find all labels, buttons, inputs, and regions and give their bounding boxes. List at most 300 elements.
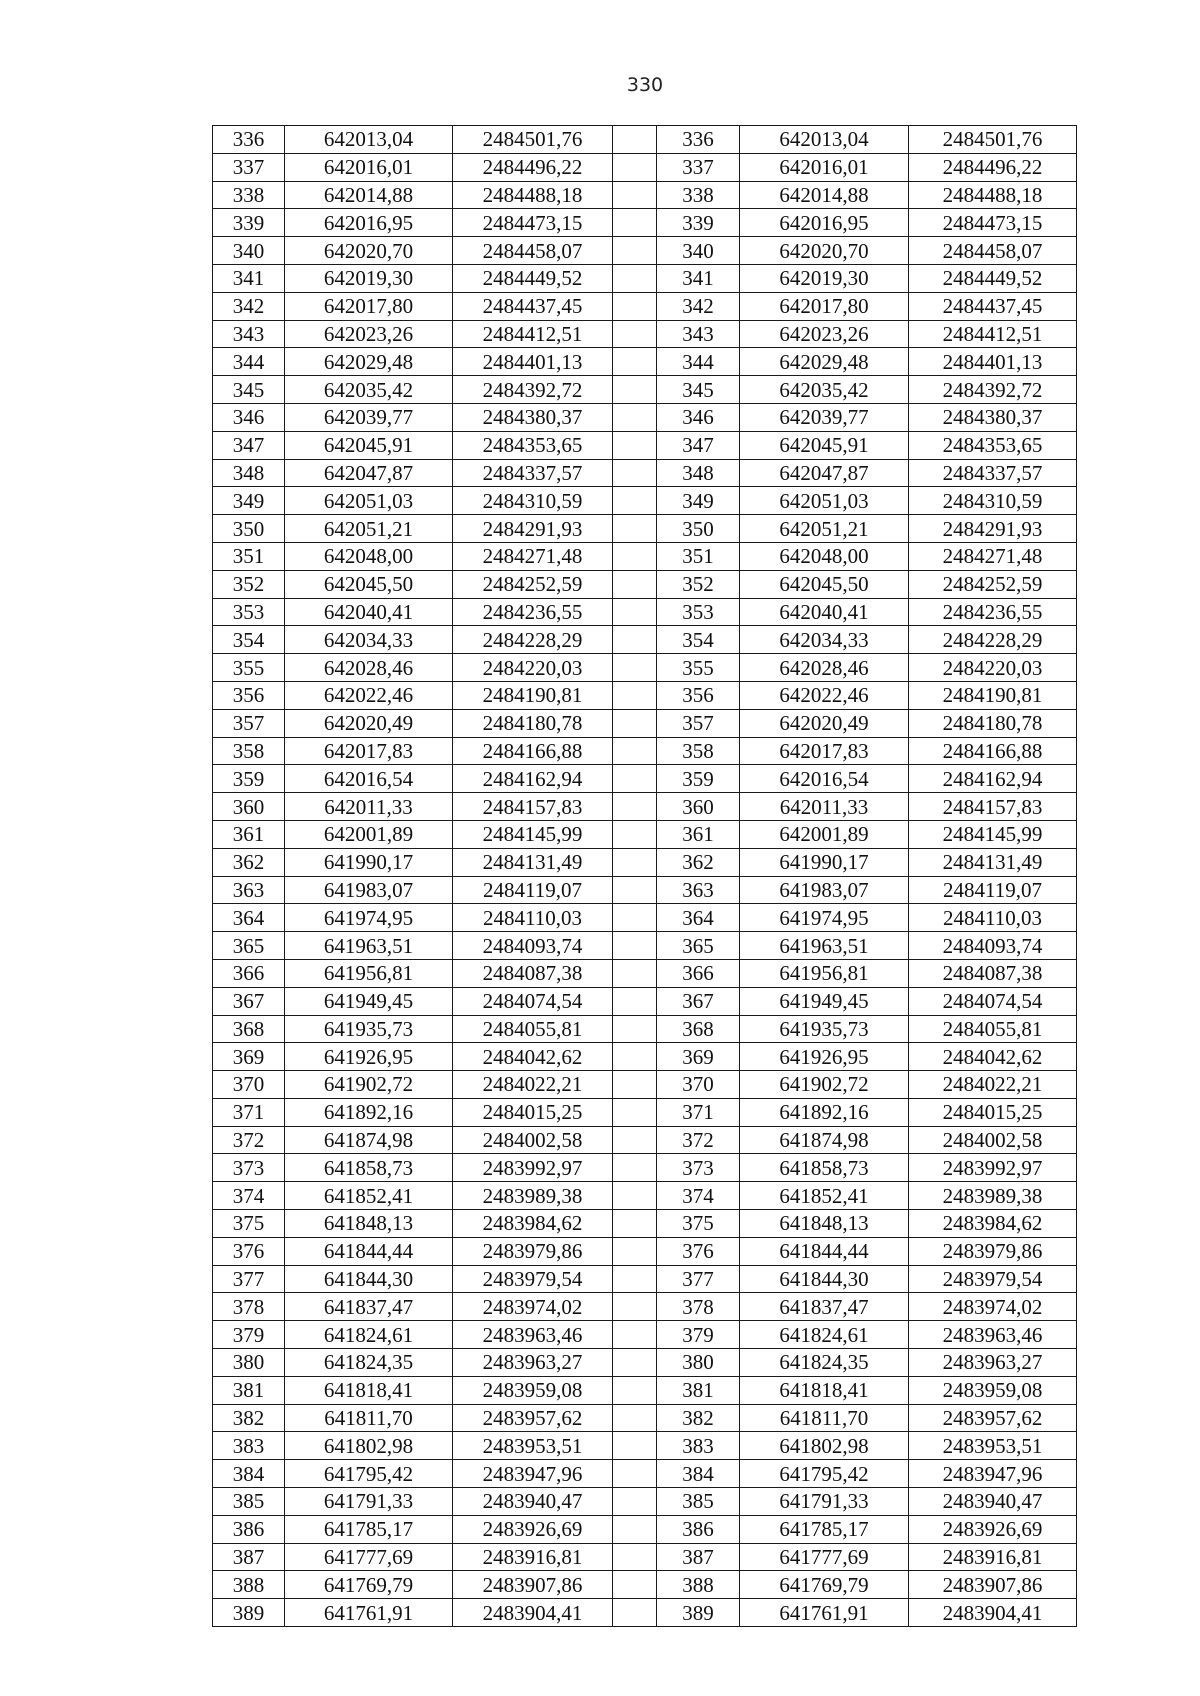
point-number-cell: 367: [213, 987, 285, 1015]
y-coordinate-cell: 2484501,76: [909, 126, 1077, 154]
x-coordinate-cell: 641791,33: [285, 1488, 453, 1516]
table-row: [213, 264, 1077, 292]
point-number-cell: 389: [213, 1599, 285, 1627]
empty-spacer-cell: [613, 820, 657, 848]
y-coordinate-cell: 2484002,58: [453, 1126, 613, 1154]
y-coordinate-cell: 2484119,07: [909, 876, 1077, 904]
table-row: [213, 1571, 1077, 1599]
x-coordinate-cell: 641848,13: [285, 1210, 453, 1238]
y-coordinate-cell: 2484015,25: [909, 1098, 1077, 1126]
point-number-cell: 348: [657, 459, 740, 487]
x-coordinate-cell: 642029,48: [285, 348, 453, 376]
point-number-cell: 337: [657, 153, 740, 181]
y-coordinate-cell: 2484337,57: [909, 459, 1077, 487]
empty-spacer-cell: [613, 737, 657, 765]
point-number-cell: 362: [657, 848, 740, 876]
empty-spacer-cell: [613, 487, 657, 515]
y-coordinate-cell: 2484131,49: [909, 848, 1077, 876]
x-coordinate-cell: 642048,00: [740, 542, 909, 570]
x-coordinate-cell: 642019,30: [740, 264, 909, 292]
x-coordinate-cell: 641874,98: [740, 1126, 909, 1154]
x-coordinate-cell: 642051,21: [740, 515, 909, 543]
y-coordinate-cell: 2483992,97: [909, 1154, 1077, 1182]
x-coordinate-cell: 642016,95: [740, 209, 909, 237]
x-coordinate-cell: 642020,70: [285, 237, 453, 265]
table-row: [213, 1460, 1077, 1488]
x-coordinate-cell: 641852,41: [285, 1182, 453, 1210]
y-coordinate-cell: 2484042,62: [453, 1043, 613, 1071]
empty-spacer-cell: [613, 1265, 657, 1293]
table-row: [213, 320, 1077, 348]
point-number-cell: 353: [213, 598, 285, 626]
x-coordinate-cell: 641892,16: [740, 1098, 909, 1126]
empty-spacer-cell: [613, 1349, 657, 1377]
y-coordinate-cell: 2484496,22: [453, 153, 613, 181]
empty-spacer-cell: [613, 876, 657, 904]
y-coordinate-cell: 2484488,18: [909, 181, 1077, 209]
empty-spacer-cell: [613, 1015, 657, 1043]
empty-spacer-cell: [613, 515, 657, 543]
point-number-cell: 371: [657, 1098, 740, 1126]
table-row: [213, 292, 1077, 320]
point-number-cell: 380: [657, 1349, 740, 1377]
point-number-cell: 354: [213, 626, 285, 654]
x-coordinate-cell: 642028,46: [740, 654, 909, 682]
point-number-cell: 374: [213, 1182, 285, 1210]
coordinates-table: [212, 125, 1077, 1627]
point-number-cell: 365: [213, 932, 285, 960]
x-coordinate-cell: 641837,47: [285, 1293, 453, 1321]
point-number-cell: 352: [657, 570, 740, 598]
y-coordinate-cell: 2484110,03: [453, 904, 613, 932]
x-coordinate-cell: 642023,26: [285, 320, 453, 348]
point-number-cell: 337: [213, 153, 285, 181]
point-number-cell: 338: [213, 181, 285, 209]
y-coordinate-cell: 2484291,93: [909, 515, 1077, 543]
x-coordinate-cell: 642017,83: [740, 737, 909, 765]
y-coordinate-cell: 2484353,65: [909, 431, 1077, 459]
x-coordinate-cell: 641791,33: [740, 1488, 909, 1516]
empty-spacer-cell: [613, 904, 657, 932]
point-number-cell: 350: [657, 515, 740, 543]
point-number-cell: 358: [657, 737, 740, 765]
x-coordinate-cell: 641848,13: [740, 1210, 909, 1238]
x-coordinate-cell: 641892,16: [285, 1098, 453, 1126]
point-number-cell: 389: [657, 1599, 740, 1627]
point-number-cell: 388: [657, 1571, 740, 1599]
x-coordinate-cell: 641858,73: [285, 1154, 453, 1182]
x-coordinate-cell: 641844,44: [285, 1237, 453, 1265]
x-coordinate-cell: 642013,04: [740, 126, 909, 154]
x-coordinate-cell: 641818,41: [285, 1376, 453, 1404]
point-number-cell: 345: [657, 376, 740, 404]
point-number-cell: 355: [657, 654, 740, 682]
point-number-cell: 382: [657, 1404, 740, 1432]
point-number-cell: 387: [213, 1543, 285, 1571]
x-coordinate-cell: 641769,79: [285, 1571, 453, 1599]
y-coordinate-cell: 2484291,93: [453, 515, 613, 543]
y-coordinate-cell: 2484087,38: [909, 959, 1077, 987]
y-coordinate-cell: 2484166,88: [909, 737, 1077, 765]
y-coordinate-cell: 2484271,48: [909, 542, 1077, 570]
table-row: [213, 126, 1077, 154]
table-row: [213, 348, 1077, 376]
y-coordinate-cell: 2484412,51: [909, 320, 1077, 348]
y-coordinate-cell: 2483974,02: [909, 1293, 1077, 1321]
point-number-cell: 385: [213, 1488, 285, 1516]
y-coordinate-cell: 2483979,86: [453, 1237, 613, 1265]
empty-spacer-cell: [613, 1098, 657, 1126]
point-number-cell: 381: [657, 1376, 740, 1404]
x-coordinate-cell: 641824,35: [285, 1349, 453, 1377]
empty-spacer-cell: [613, 959, 657, 987]
table-row: [213, 598, 1077, 626]
x-coordinate-cell: 641852,41: [740, 1182, 909, 1210]
y-coordinate-cell: 2484392,72: [453, 376, 613, 404]
y-coordinate-cell: 2484252,59: [453, 570, 613, 598]
point-number-cell: 363: [213, 876, 285, 904]
point-number-cell: 346: [213, 403, 285, 431]
y-coordinate-cell: 2483963,46: [453, 1321, 613, 1349]
point-number-cell: 349: [657, 487, 740, 515]
empty-spacer-cell: [613, 542, 657, 570]
point-number-cell: 376: [213, 1237, 285, 1265]
y-coordinate-cell: 2484022,21: [909, 1071, 1077, 1099]
y-coordinate-cell: 2483963,27: [909, 1349, 1077, 1377]
empty-spacer-cell: [613, 1460, 657, 1488]
point-number-cell: 356: [657, 681, 740, 709]
point-number-cell: 340: [657, 237, 740, 265]
x-coordinate-cell: 641926,95: [740, 1043, 909, 1071]
point-number-cell: 359: [213, 765, 285, 793]
point-number-cell: 341: [213, 264, 285, 292]
point-number-cell: 374: [657, 1182, 740, 1210]
x-coordinate-cell: 641811,70: [285, 1404, 453, 1432]
y-coordinate-cell: 2484271,48: [453, 542, 613, 570]
point-number-cell: 356: [213, 681, 285, 709]
point-number-cell: 366: [213, 959, 285, 987]
y-coordinate-cell: 2484119,07: [453, 876, 613, 904]
y-coordinate-cell: 2484449,52: [909, 264, 1077, 292]
y-coordinate-cell: 2483963,27: [453, 1349, 613, 1377]
x-coordinate-cell: 642017,80: [740, 292, 909, 320]
point-number-cell: 364: [657, 904, 740, 932]
point-number-cell: 368: [657, 1015, 740, 1043]
coordinates-table-body: [213, 126, 1077, 1627]
empty-spacer-cell: [613, 932, 657, 960]
point-number-cell: 383: [657, 1432, 740, 1460]
empty-spacer-cell: [613, 987, 657, 1015]
point-number-cell: 373: [213, 1154, 285, 1182]
empty-spacer-cell: [613, 1432, 657, 1460]
x-coordinate-cell: 641795,42: [740, 1460, 909, 1488]
table-row: [213, 765, 1077, 793]
table-row: [213, 459, 1077, 487]
x-coordinate-cell: 642048,00: [285, 542, 453, 570]
point-number-cell: 360: [657, 793, 740, 821]
x-coordinate-cell: 642029,48: [740, 348, 909, 376]
point-number-cell: 351: [657, 542, 740, 570]
x-coordinate-cell: 642047,87: [740, 459, 909, 487]
point-number-cell: 371: [213, 1098, 285, 1126]
y-coordinate-cell: 2483953,51: [453, 1432, 613, 1460]
x-coordinate-cell: 641956,81: [285, 959, 453, 987]
x-coordinate-cell: 641824,35: [740, 1349, 909, 1377]
table-row: [213, 209, 1077, 237]
y-coordinate-cell: 2484180,78: [909, 709, 1077, 737]
table-row: [213, 1515, 1077, 1543]
y-coordinate-cell: 2484310,59: [909, 487, 1077, 515]
point-number-cell: 355: [213, 654, 285, 682]
x-coordinate-cell: 641949,45: [285, 987, 453, 1015]
y-coordinate-cell: 2484392,72: [909, 376, 1077, 404]
x-coordinate-cell: 641902,72: [285, 1071, 453, 1099]
x-coordinate-cell: 642034,33: [285, 626, 453, 654]
point-number-cell: 379: [213, 1321, 285, 1349]
y-coordinate-cell: 2484157,83: [909, 793, 1077, 821]
x-coordinate-cell: 641802,98: [740, 1432, 909, 1460]
point-number-cell: 363: [657, 876, 740, 904]
y-coordinate-cell: 2484473,15: [453, 209, 613, 237]
table-row: [213, 1321, 1077, 1349]
table-row: [213, 1071, 1077, 1099]
empty-spacer-cell: [613, 1126, 657, 1154]
table-row: [213, 654, 1077, 682]
x-coordinate-cell: 642014,88: [740, 181, 909, 209]
y-coordinate-cell: 2483947,96: [909, 1460, 1077, 1488]
point-number-cell: 362: [213, 848, 285, 876]
empty-spacer-cell: [613, 1071, 657, 1099]
table-row: [213, 904, 1077, 932]
point-number-cell: 354: [657, 626, 740, 654]
point-number-cell: 380: [213, 1349, 285, 1377]
x-coordinate-cell: 641824,61: [285, 1321, 453, 1349]
y-coordinate-cell: 2483992,97: [453, 1154, 613, 1182]
x-coordinate-cell: 642051,03: [740, 487, 909, 515]
y-coordinate-cell: 2484145,99: [453, 820, 613, 848]
point-number-cell: 366: [657, 959, 740, 987]
y-coordinate-cell: 2483984,62: [453, 1210, 613, 1238]
y-coordinate-cell: 2484055,81: [453, 1015, 613, 1043]
y-coordinate-cell: 2483984,62: [909, 1210, 1077, 1238]
point-number-cell: 369: [213, 1043, 285, 1071]
y-coordinate-cell: 2484002,58: [909, 1126, 1077, 1154]
point-number-cell: 340: [213, 237, 285, 265]
empty-spacer-cell: [613, 570, 657, 598]
y-coordinate-cell: 2484074,54: [453, 987, 613, 1015]
empty-spacer-cell: [613, 1321, 657, 1349]
x-coordinate-cell: 642045,91: [285, 431, 453, 459]
point-number-cell: 361: [213, 820, 285, 848]
point-number-cell: 369: [657, 1043, 740, 1071]
table-row: [213, 1349, 1077, 1377]
empty-spacer-cell: [613, 848, 657, 876]
point-number-cell: 339: [213, 209, 285, 237]
point-number-cell: 383: [213, 1432, 285, 1460]
y-coordinate-cell: 2483904,41: [453, 1599, 613, 1627]
table-row: [213, 1098, 1077, 1126]
point-number-cell: 378: [213, 1293, 285, 1321]
x-coordinate-cell: 642020,49: [740, 709, 909, 737]
x-coordinate-cell: 641858,73: [740, 1154, 909, 1182]
x-coordinate-cell: 641795,42: [285, 1460, 453, 1488]
x-coordinate-cell: 642020,70: [740, 237, 909, 265]
empty-spacer-cell: [613, 181, 657, 209]
table-row: [213, 1404, 1077, 1432]
point-number-cell: 353: [657, 598, 740, 626]
point-number-cell: 370: [213, 1071, 285, 1099]
x-coordinate-cell: 641837,47: [740, 1293, 909, 1321]
empty-spacer-cell: [613, 1599, 657, 1627]
table-row: [213, 403, 1077, 431]
x-coordinate-cell: 641811,70: [740, 1404, 909, 1432]
x-coordinate-cell: 642013,04: [285, 126, 453, 154]
y-coordinate-cell: 2483989,38: [453, 1182, 613, 1210]
y-coordinate-cell: 2484473,15: [909, 209, 1077, 237]
x-coordinate-cell: 641983,07: [740, 876, 909, 904]
x-coordinate-cell: 642023,26: [740, 320, 909, 348]
y-coordinate-cell: 2484145,99: [909, 820, 1077, 848]
point-number-cell: 385: [657, 1488, 740, 1516]
y-coordinate-cell: 2484236,55: [453, 598, 613, 626]
point-number-cell: 375: [213, 1210, 285, 1238]
empty-spacer-cell: [613, 376, 657, 404]
point-number-cell: 336: [657, 126, 740, 154]
point-number-cell: 357: [213, 709, 285, 737]
x-coordinate-cell: 642051,03: [285, 487, 453, 515]
point-number-cell: 336: [213, 126, 285, 154]
x-coordinate-cell: 642016,95: [285, 209, 453, 237]
y-coordinate-cell: 2484162,94: [909, 765, 1077, 793]
table-row: [213, 1043, 1077, 1071]
y-coordinate-cell: 2484093,74: [453, 932, 613, 960]
x-coordinate-cell: 641818,41: [740, 1376, 909, 1404]
table-row: [213, 376, 1077, 404]
table-row: [213, 1126, 1077, 1154]
empty-spacer-cell: [613, 348, 657, 376]
x-coordinate-cell: 641935,73: [740, 1015, 909, 1043]
empty-spacer-cell: [613, 126, 657, 154]
table-row: [213, 932, 1077, 960]
table-row: [213, 1015, 1077, 1043]
y-coordinate-cell: 2483926,69: [453, 1515, 613, 1543]
y-coordinate-cell: 2484449,52: [453, 264, 613, 292]
y-coordinate-cell: 2484042,62: [909, 1043, 1077, 1071]
x-coordinate-cell: 641963,51: [285, 932, 453, 960]
y-coordinate-cell: 2483979,54: [909, 1265, 1077, 1293]
y-coordinate-cell: 2483989,38: [909, 1182, 1077, 1210]
y-coordinate-cell: 2484337,57: [453, 459, 613, 487]
point-number-cell: 343: [657, 320, 740, 348]
x-coordinate-cell: 641974,95: [740, 904, 909, 932]
x-coordinate-cell: 641935,73: [285, 1015, 453, 1043]
x-coordinate-cell: 642028,46: [285, 654, 453, 682]
x-coordinate-cell: 642022,46: [285, 681, 453, 709]
x-coordinate-cell: 641761,91: [285, 1599, 453, 1627]
table-row: [213, 737, 1077, 765]
x-coordinate-cell: 641974,95: [285, 904, 453, 932]
table-row: [213, 793, 1077, 821]
point-number-cell: 346: [657, 403, 740, 431]
point-number-cell: 342: [213, 292, 285, 320]
x-coordinate-cell: 641926,95: [285, 1043, 453, 1071]
x-coordinate-cell: 641785,17: [285, 1515, 453, 1543]
y-coordinate-cell: 2483957,62: [909, 1404, 1077, 1432]
y-coordinate-cell: 2483953,51: [909, 1432, 1077, 1460]
y-coordinate-cell: 2484093,74: [909, 932, 1077, 960]
point-number-cell: 376: [657, 1237, 740, 1265]
y-coordinate-cell: 2484380,37: [453, 403, 613, 431]
point-number-cell: 344: [657, 348, 740, 376]
y-coordinate-cell: 2484401,13: [909, 348, 1077, 376]
table-row: [213, 1237, 1077, 1265]
table-row: [213, 681, 1077, 709]
point-number-cell: 351: [213, 542, 285, 570]
x-coordinate-cell: 641983,07: [285, 876, 453, 904]
empty-spacer-cell: [613, 459, 657, 487]
x-coordinate-cell: 642016,54: [285, 765, 453, 793]
y-coordinate-cell: 2483963,46: [909, 1321, 1077, 1349]
table-row: [213, 626, 1077, 654]
point-number-cell: 384: [213, 1460, 285, 1488]
y-coordinate-cell: 2483907,86: [909, 1571, 1077, 1599]
empty-spacer-cell: [613, 264, 657, 292]
point-number-cell: 349: [213, 487, 285, 515]
point-number-cell: 381: [213, 1376, 285, 1404]
x-coordinate-cell: 641956,81: [740, 959, 909, 987]
x-coordinate-cell: 641874,98: [285, 1126, 453, 1154]
y-coordinate-cell: 2483957,62: [453, 1404, 613, 1432]
point-number-cell: 358: [213, 737, 285, 765]
empty-spacer-cell: [613, 292, 657, 320]
y-coordinate-cell: 2484353,65: [453, 431, 613, 459]
table-row: [213, 487, 1077, 515]
y-coordinate-cell: 2484220,03: [453, 654, 613, 682]
y-coordinate-cell: 2483904,41: [909, 1599, 1077, 1627]
empty-spacer-cell: [613, 1043, 657, 1071]
point-number-cell: 382: [213, 1404, 285, 1432]
y-coordinate-cell: 2484401,13: [453, 348, 613, 376]
y-coordinate-cell: 2484220,03: [909, 654, 1077, 682]
point-number-cell: 361: [657, 820, 740, 848]
point-number-cell: 365: [657, 932, 740, 960]
x-coordinate-cell: 641963,51: [740, 932, 909, 960]
y-coordinate-cell: 2484412,51: [453, 320, 613, 348]
y-coordinate-cell: 2483926,69: [909, 1515, 1077, 1543]
y-coordinate-cell: 2484228,29: [453, 626, 613, 654]
y-coordinate-cell: 2484157,83: [453, 793, 613, 821]
table-row: [213, 1376, 1077, 1404]
x-coordinate-cell: 642035,42: [740, 376, 909, 404]
table-row: [213, 1154, 1077, 1182]
y-coordinate-cell: 2484055,81: [909, 1015, 1077, 1043]
table-row: [213, 1432, 1077, 1460]
empty-spacer-cell: [613, 1182, 657, 1210]
point-number-cell: 357: [657, 709, 740, 737]
point-number-cell: 375: [657, 1210, 740, 1238]
y-coordinate-cell: 2484228,29: [909, 626, 1077, 654]
x-coordinate-cell: 642019,30: [285, 264, 453, 292]
empty-spacer-cell: [613, 209, 657, 237]
y-coordinate-cell: 2483916,81: [909, 1543, 1077, 1571]
x-coordinate-cell: 642045,50: [740, 570, 909, 598]
empty-spacer-cell: [613, 654, 657, 682]
point-number-cell: 367: [657, 987, 740, 1015]
table-row: [213, 153, 1077, 181]
y-coordinate-cell: 2483959,08: [453, 1376, 613, 1404]
empty-spacer-cell: [613, 403, 657, 431]
y-coordinate-cell: 2484190,81: [909, 681, 1077, 709]
